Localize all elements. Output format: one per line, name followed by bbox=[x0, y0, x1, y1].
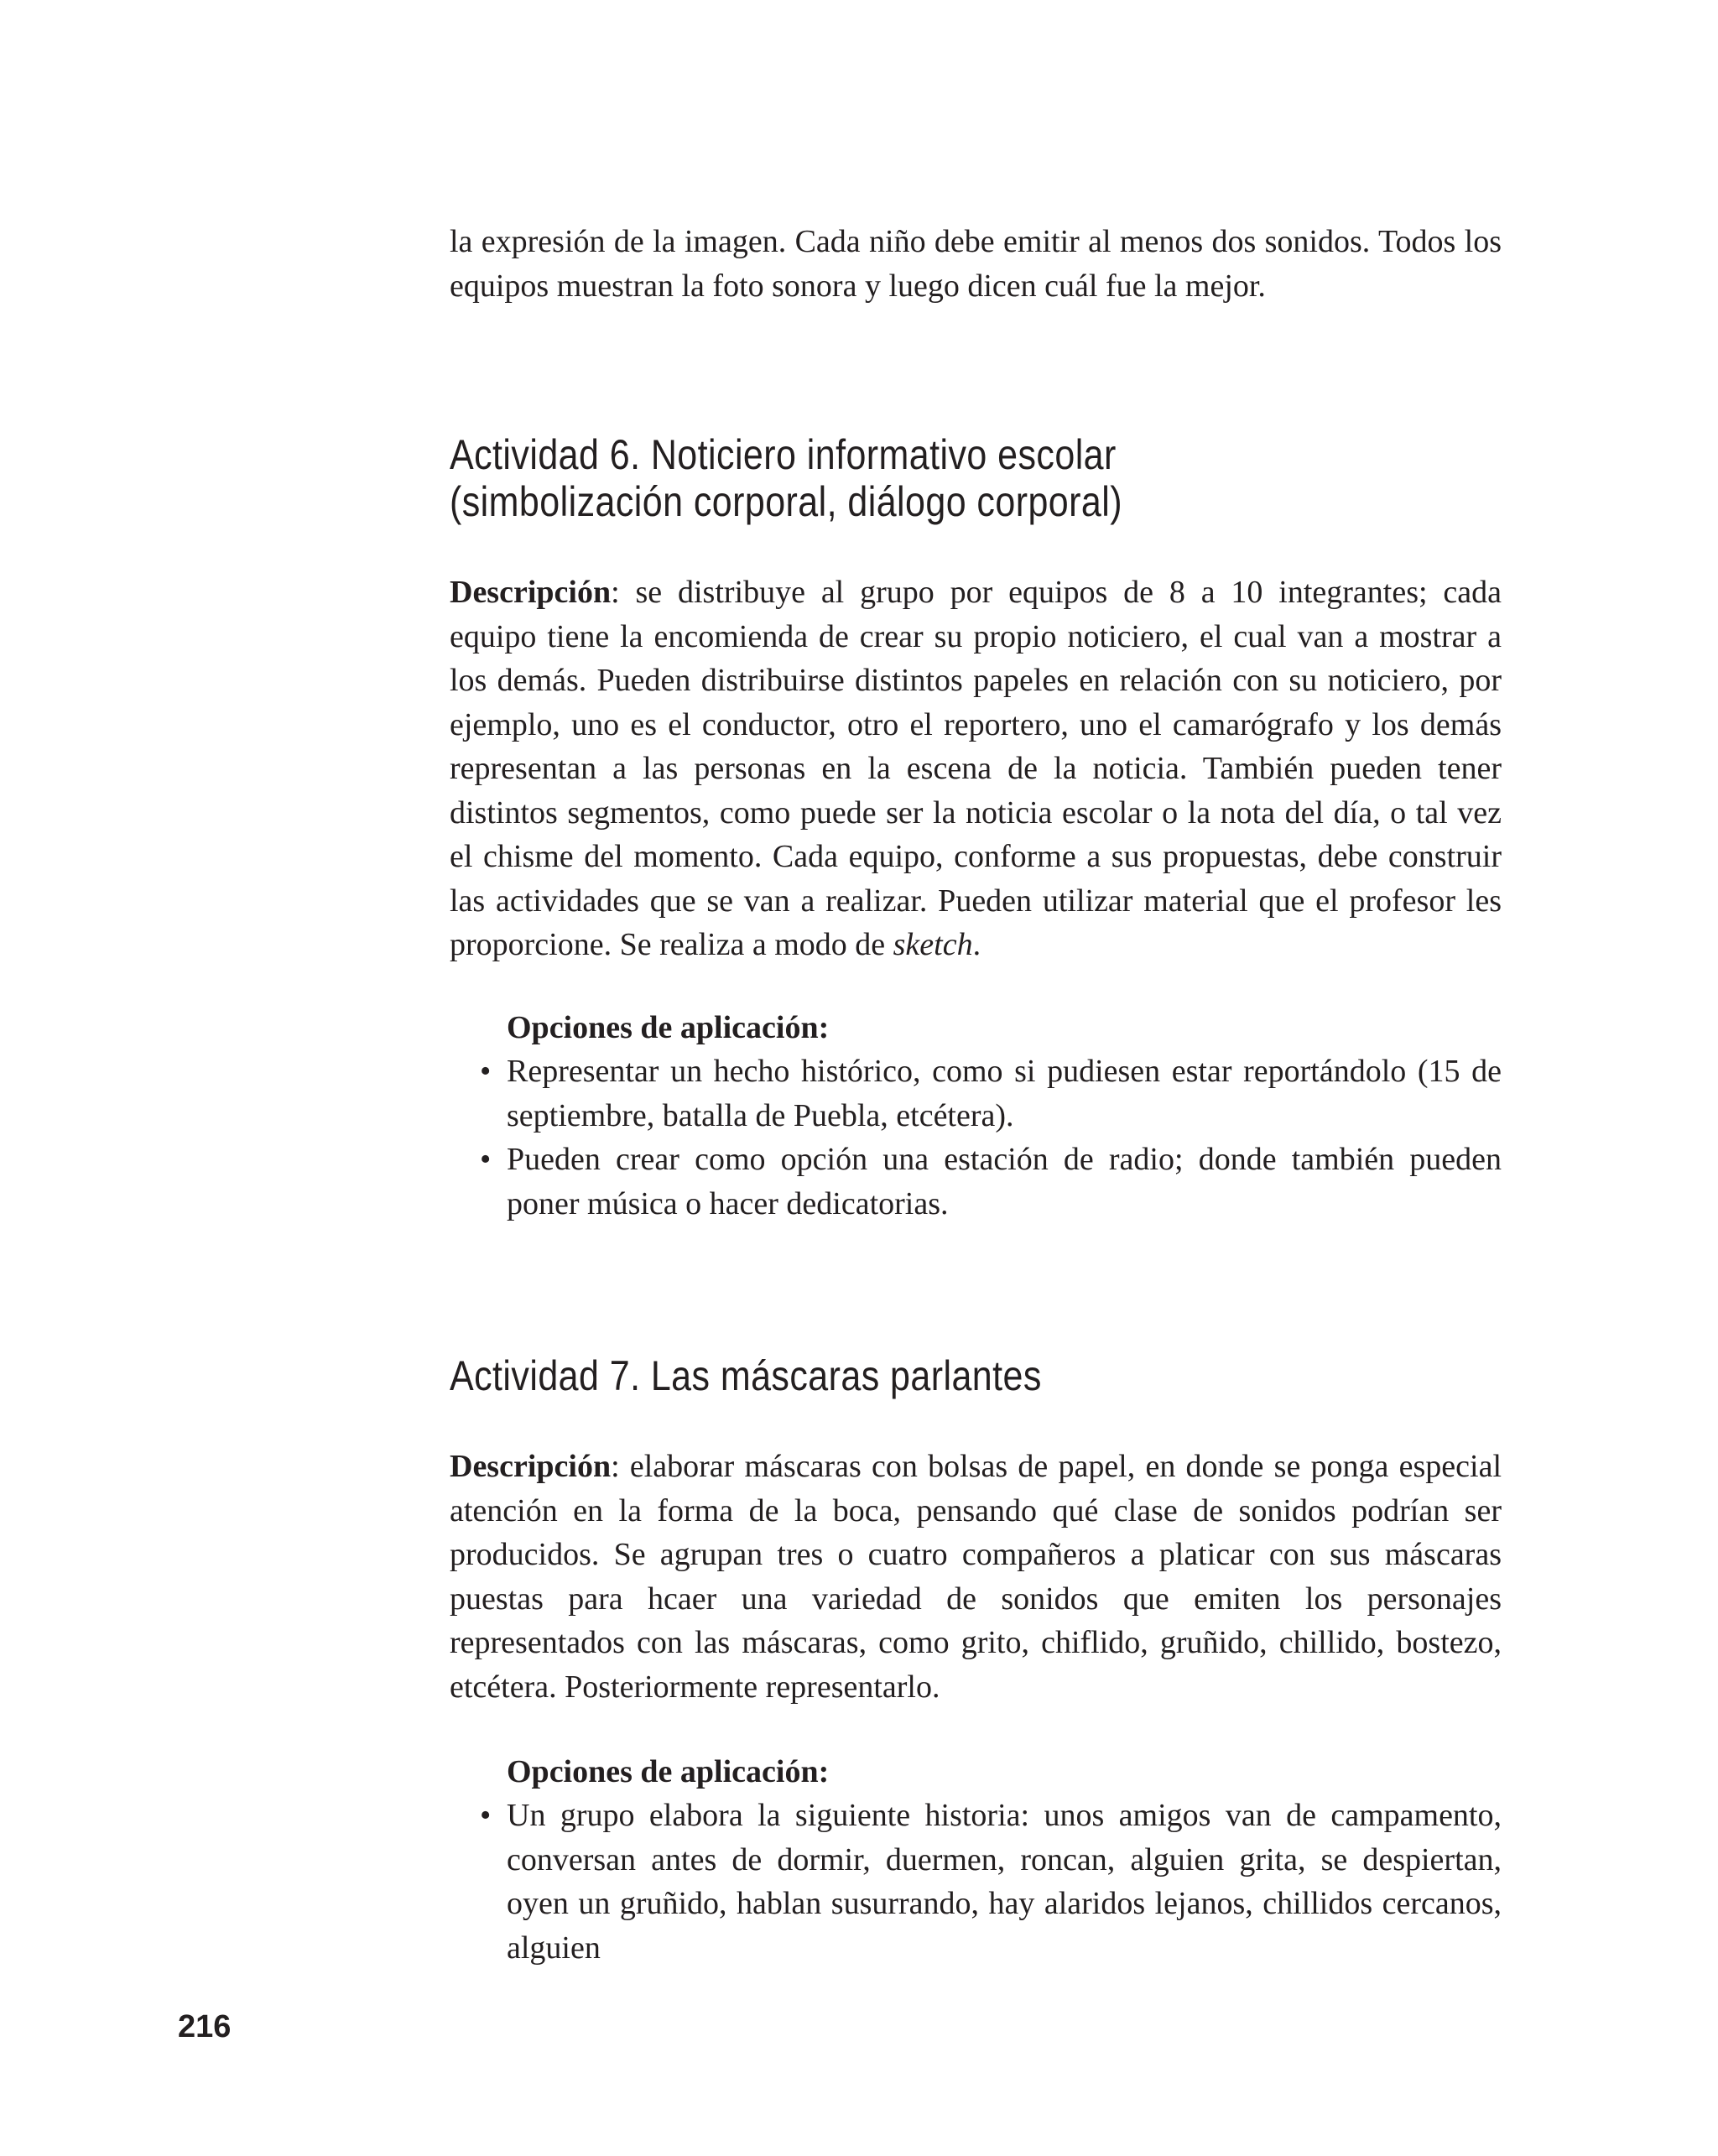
activity7-heading-text: Actividad 7. Las máscaras parlantes bbox=[450, 1352, 1042, 1399]
activity6-description-paragraph bbox=[450, 570, 1502, 967]
list-item bbox=[480, 1138, 1502, 1226]
bullet-icon: • bbox=[480, 1798, 492, 1833]
activity6-heading bbox=[450, 431, 1387, 525]
activity6-options-list bbox=[480, 1049, 1502, 1226]
activity6-heading-line1: Actividad 6. Noticiero informativo escolar bbox=[450, 431, 1117, 478]
activity6-description bbox=[450, 570, 1502, 967]
activity7-option-1: Un grupo elabora la siguiente historia: unos amigos van de campamento, conversan antes de dormir, duermen, roncan, alguien grita, se despiertan, oyen un gruñido, hablan susurrando, hay alaridos lejanos, chillidos cercanos, alguien bbox=[507, 1798, 1502, 1966]
page-number: 216 bbox=[178, 2009, 232, 2044]
activity7-heading bbox=[450, 1352, 1387, 1399]
activity7-description-text: : elaborar máscaras con bolsas de papel, en donde se ponga especial atención en la forma de la boca, pensando qué clase de sonidos podrían ser producidos. Se agrupan tres o cuatro compañeros a platicar con sus máscaras puestas para hcaer una variedad de sonidos que emiten los personajes representados con las máscaras, como grito, chiflido, gruñido, chillido, bostezo, etcétera. Posteriormente representarlo. bbox=[450, 1449, 1502, 1705]
intro-text: la expresión de la imagen. Cada niño debe emitir al menos dos sonidos. Todos los equipos muestran la foto sonora y luego dicen cuál fue la mejor. bbox=[450, 224, 1502, 304]
activity7-description bbox=[450, 1445, 1502, 1709]
activity7-options-list bbox=[480, 1794, 1502, 1970]
activity6-options-title: Opciones de aplicación: bbox=[507, 1010, 830, 1045]
activity7-description-paragraph bbox=[450, 1445, 1502, 1709]
activity6-description-text: : se distribuye al grupo por equipos de 8 a 10 integrantes; cada equipo tiene la encomienda de crear su propio noticiero, el cual van a mostrar a los demás. Pueden distribuirse distintos papeles en relación con su noticiero, por ejemplo, uno es el conductor, otro el reportero, uno el camarógrafo y los demás representan a las personas en la escena de la noticia. También pueden tener distintos segmentos, como puede ser la noticia escolar o la nota del día, o tal vez el chisme del momento. Cada equipo, conforme a sus propuestas, debe construir las actividades que se van a realizar. Pueden utilizar material que el profesor les proporcione. Se realiza a modo de bbox=[450, 575, 1502, 962]
bullet-icon: • bbox=[480, 1054, 492, 1089]
activity7-description-label: Descripción bbox=[450, 1449, 612, 1484]
activity7-options-title: Opciones de aplicación: bbox=[507, 1754, 830, 1789]
activity6-description-label: Descripción bbox=[450, 575, 612, 610]
activity6-description-italic: sketch bbox=[893, 927, 973, 962]
activity6-option-2: Pueden crear como opción una estación de radio; donde también pueden poner música o hacer dedicatorias. bbox=[507, 1142, 1502, 1221]
activity6-heading-line2: (simbolización corporal, diálogo corporal) bbox=[450, 478, 1122, 525]
activity6-option-1: Representar un hecho histórico, como si pudiesen estar reportándolo (15 de septiembre, batalla de Puebla, etcétera). bbox=[507, 1054, 1502, 1133]
list-item bbox=[480, 1049, 1502, 1138]
activity6-description-end: . bbox=[972, 927, 981, 962]
list-item bbox=[480, 1794, 1502, 1970]
intro-paragraph bbox=[450, 220, 1502, 308]
bullet-icon: • bbox=[480, 1142, 492, 1177]
